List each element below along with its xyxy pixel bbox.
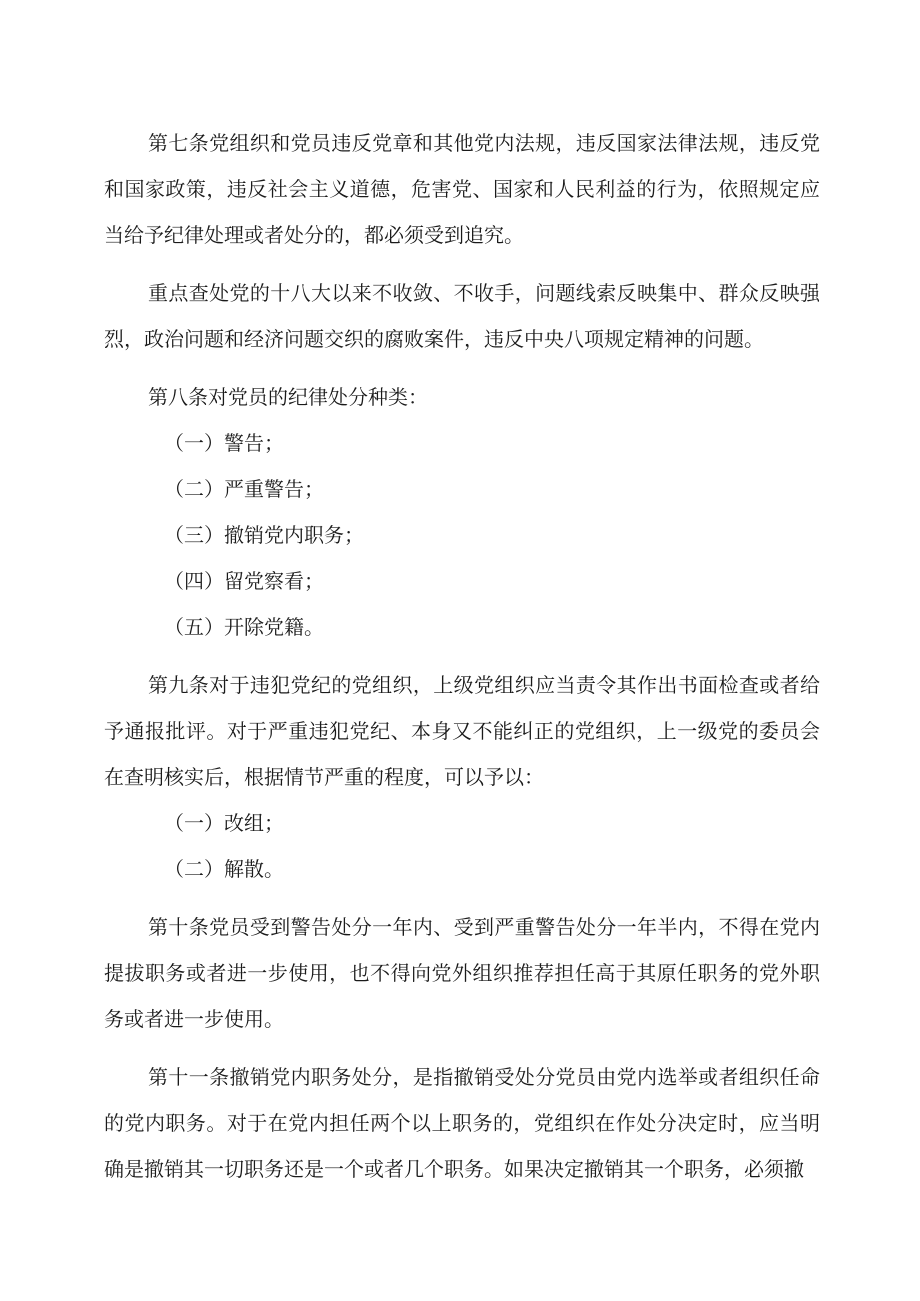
document-body <box>104 120 820 1192</box>
list-item: （二）解散。 <box>164 857 284 881</box>
paragraph-article-10: 第十条党员受到警告处分一年内、受到严重警告处分一年半内，不得在党内提拔职务或者进一步使用，也不得向党外组织推荐担任高于其原任职务的党外职务或者进一步使用。 <box>104 915 820 1031</box>
list-item: （一）警告； <box>164 431 284 455</box>
article-9-list <box>104 800 820 892</box>
list-item: （三）撤销党内职务； <box>164 523 364 547</box>
list-item: （一）改组； <box>164 811 284 835</box>
article-8-list <box>104 420 820 650</box>
paragraph-article-8: 第八条对党员的纪律处分种类： <box>148 385 428 409</box>
paragraph-article-9: 第九条对于违犯党纪的党组织，上级党组织应当责令其作出书面检查或者给予通报批评。对于严重违犯党纪、本身又不能纠正的党组织，上一级党的委员会在查明核实后，根据情节严重的程度，可以予以： <box>104 673 820 789</box>
paragraph-article-7: 第七条党组织和党员违反党章和其他党内法规，违反国家法律法规，违反党和国家政策，违反社会主义道德，危害党、国家和人民利益的行为，依照规定应当给予纪律处理或者处分的，都必须受到追究。 <box>104 131 820 247</box>
list-item: （五）开除党籍。 <box>164 615 324 639</box>
paragraph-key-investigation: 重点查处党的十八大以来不收敛、不收手，问题线索反映集中、群众反映强烈，政治问题和经济问题交织的腐败案件，违反中央八项规定精神的问题。 <box>104 281 820 351</box>
list-item: （四）留党察看； <box>164 569 324 593</box>
list-item: （二）严重警告； <box>164 477 324 501</box>
paragraph-article-11: 第十一条撤销党内职务处分，是指撤销受处分党员由党内选举或者组织任命的党内职务。对于在党内担任两个以上职务的，党组织在作处分决定时，应当明确是撤销其一切职务还是一个或者几个职务。如果决定撤销其一个职务，必须撤 <box>104 1065 820 1181</box>
